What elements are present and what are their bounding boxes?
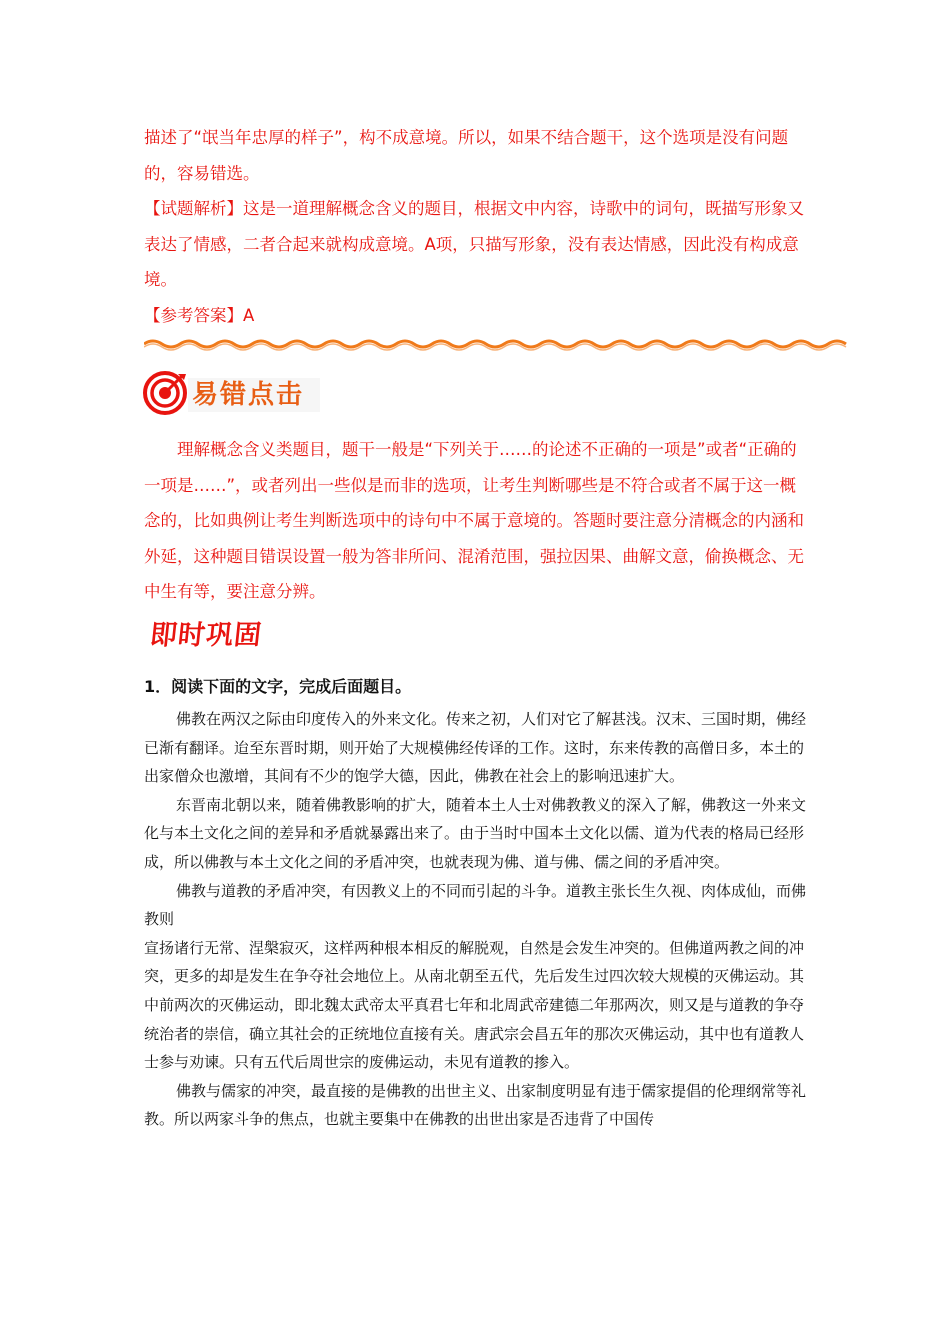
error-section-block: [144, 432, 812, 610]
passage-paragraph: 佛教与道教的矛盾冲突，有因教义上的不同而引起的斗争。道教主张长生久视、肉体成仙，而佛教则: [144, 881, 807, 929]
wavy-divider: [144, 336, 852, 352]
answer-label: 【参考答案】: [144, 305, 243, 325]
answer-paragraph: [144, 298, 812, 334]
analysis-label: 【试题解析】: [144, 199, 243, 218]
analysis-paragraph: [144, 191, 812, 298]
practice-section-title: 即时巩固: [148, 620, 264, 651]
target-icon: [142, 370, 188, 416]
error-section-title: 易错点击: [192, 380, 305, 410]
explanation-line: 描述了“氓当年忠厚的样子”，构不成意境。所以，如果不结合题干，这个选项是没有问题的，容易错选。: [144, 128, 789, 183]
reading-passage: [144, 705, 812, 1134]
analysis-text: 这是一道理解概念含义的题目，根据文中内容，诗歌中的词句，既描写形象又表达了情感，二者合起来就构成意境。A项，只描写形象，没有表达情感，因此没有构成意境。: [144, 199, 804, 289]
explanation-block: [144, 120, 812, 333]
error-section-text: 理解概念含义类题目，题干一般是“下列关于……的论述不正确的一项是”或者“正确的一项是……”，或者列出一些似是而非的选项，让考生判断哪些是不符合或者不属于这一概念的，比如典例让考生判断选项中的诗句中不属于意境的。答题时要注意分清概念的内涵和外延，这种题目错误设置一般为答非所问、混淆范围，强拉因果、曲解文意，偷换概念、无中生有等，要注意分辨。: [144, 440, 804, 601]
passage-paragraph: 佛教在两汉之际由印度传入的外来文化。传来之初，人们对它了解甚浅。汉末、三国时期，佛经已渐有翻译。迨至东晋时期，则开始了大规模佛经传译的工作。这时，东来传教的高僧日多，本土的出家僧众也激增，其间有不少的饱学大德，因此，佛教在社会上的影响迅速扩大。: [144, 710, 807, 786]
passage-paragraph: 佛教与儒家的冲突，最直接的是佛教的出世主义、出家制度明显有违于儒家提倡的伦理纲常等礼教。所以两家斗争的焦点，也就主要集中在佛教的出世出家是否违背了中国传: [144, 1081, 807, 1129]
passage-paragraph: 东晋南北朝以来，随着佛教影响的扩大，随着本土人士对佛教教义的深入了解，佛教这一外来文化与本土文化之间的差异和矛盾就暴露出来了。由于当时中国本土文化以儒、道为代表的格局已经形成，所以佛教与本土文化之间的矛盾冲突，也就表现为佛、道与佛、儒之间的矛盾冲突。: [144, 795, 807, 871]
question-title: 1．阅读下面的文字，完成后面题目。: [144, 677, 412, 696]
answer-value: A: [243, 305, 255, 325]
passage-paragraph: 宣扬诸行无常、涅槃寂灭，这样两种根本相反的解脱观，自然是会发生冲突的。但佛道两教之间的冲突，更多的却是发生在争夺社会地位上。从南北朝至五代，先后发生过四次较大规模的灭佛运动。其中前两次的灭佛运动，即北魏太武帝太平真君七年和北周武帝建德二年那两次，则又是与道教的争夺统治者的崇信，确立其社会的正统地位直接有关。唐武宗会昌五年的那次灭佛运动，其中也有道教人士参与劝谏。只有五代后周世宗的废佛运动，未见有道教的掺入。: [144, 938, 805, 1072]
